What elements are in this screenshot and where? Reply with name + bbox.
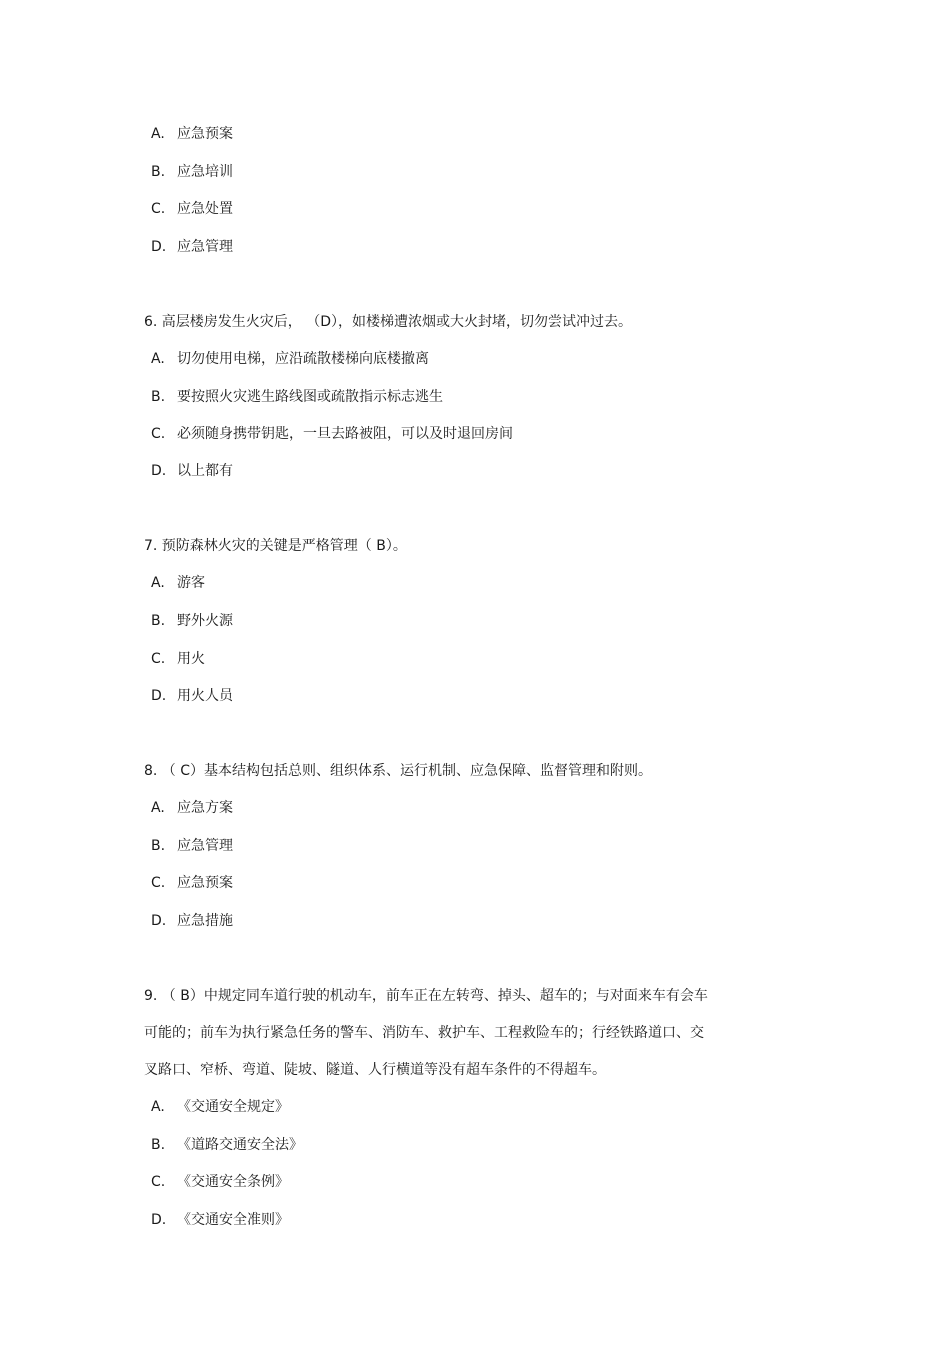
question-9-stem-line-3: 叉路口、窄桥、弯道、陡坡、隧道、人行横道等没有超车条件的不得超车。 [144, 1062, 606, 1078]
option-letter: A. [151, 800, 165, 816]
option-letter: D. [151, 913, 167, 929]
q7-option-d [151, 687, 233, 705]
q8-option-c [151, 874, 233, 892]
question-7-stem: 7. 预防森林火灾的关键是严格管理（ B）。 [144, 538, 407, 554]
option-text: 应急管理 [177, 239, 233, 255]
option-text: 应急处置 [177, 201, 233, 217]
option-letter: B. [151, 1137, 166, 1153]
prev-option-c [151, 200, 233, 218]
option-letter: D. [151, 239, 167, 255]
q7-option-a [151, 574, 205, 592]
q7-option-b [151, 612, 233, 630]
option-text: 应急培训 [177, 164, 233, 180]
option-text: 必须随身携带钥匙，一旦去路被阻，可以及时退回房间 [177, 426, 513, 442]
q9-option-c [151, 1173, 289, 1191]
option-text: 《交通安全条例》 [177, 1174, 289, 1190]
option-letter: B. [151, 613, 166, 629]
question-8-stem: 8. （ C）基本结构包括总则、组织体系、运行机制、应急保障、监督管理和附则。 [144, 763, 653, 779]
prev-option-d [151, 238, 233, 256]
option-text: 应急措施 [177, 913, 233, 929]
option-text: 《交通安全规定》 [177, 1099, 289, 1115]
option-letter: A. [151, 1099, 165, 1115]
option-letter: A. [151, 575, 165, 591]
option-letter: C. [151, 875, 166, 891]
prev-option-b [151, 163, 233, 181]
option-text: 用火人员 [177, 688, 233, 704]
option-text: 用火 [177, 651, 205, 667]
option-letter: D. [151, 688, 167, 704]
option-text: 《道路交通安全法》 [177, 1137, 303, 1153]
option-text: 以上都有 [177, 463, 233, 479]
option-text: 应急方案 [177, 800, 233, 816]
question-9-stem-line-1: 9. （ B）中规定同车道行驶的机动车，前车正在左转弯、掉头、超车的；与对面来车有会车 [144, 988, 708, 1004]
q8-option-a [151, 799, 233, 817]
q8-option-b [151, 837, 233, 855]
q9-option-d [151, 1211, 289, 1229]
option-text: 应急管理 [177, 838, 233, 854]
option-text: 应急预案 [177, 126, 233, 142]
option-letter: C. [151, 201, 166, 217]
option-letter: B. [151, 164, 166, 180]
option-text: 游客 [177, 575, 205, 591]
q8-option-d [151, 912, 233, 930]
option-letter: C. [151, 651, 166, 667]
option-text: 《交通安全准则》 [177, 1212, 289, 1228]
q6-option-c [151, 425, 513, 443]
option-text: 要按照火灾逃生路线图或疏散指示标志逃生 [177, 389, 443, 405]
prev-option-a [151, 125, 233, 143]
option-letter: B. [151, 838, 166, 854]
q6-option-a [151, 350, 429, 368]
option-text: 切勿使用电梯，应沿疏散楼梯向底楼撤离 [177, 351, 429, 367]
option-letter: C. [151, 1174, 166, 1190]
q9-option-b [151, 1136, 303, 1154]
question-6-stem: 6. 高层楼房发生火灾后， （D），如楼梯遭浓烟或大火封堵，切勿尝试冲过去。 [144, 314, 633, 330]
option-letter: A. [151, 126, 165, 142]
q9-option-a [151, 1098, 289, 1116]
q6-option-d [151, 462, 233, 480]
option-text: 应急预案 [177, 875, 233, 891]
option-letter: C. [151, 426, 166, 442]
option-letter: D. [151, 1212, 167, 1228]
q6-option-b [151, 388, 443, 406]
option-letter: D. [151, 463, 167, 479]
question-9-stem-line-2: 可能的；前车为执行紧急任务的警车、消防车、救护车、工程救险车的；行经铁路道口、交 [144, 1025, 704, 1041]
option-text: 野外火源 [177, 613, 233, 629]
option-letter: B. [151, 389, 166, 405]
q7-option-c [151, 650, 205, 668]
option-letter: A. [151, 351, 165, 367]
